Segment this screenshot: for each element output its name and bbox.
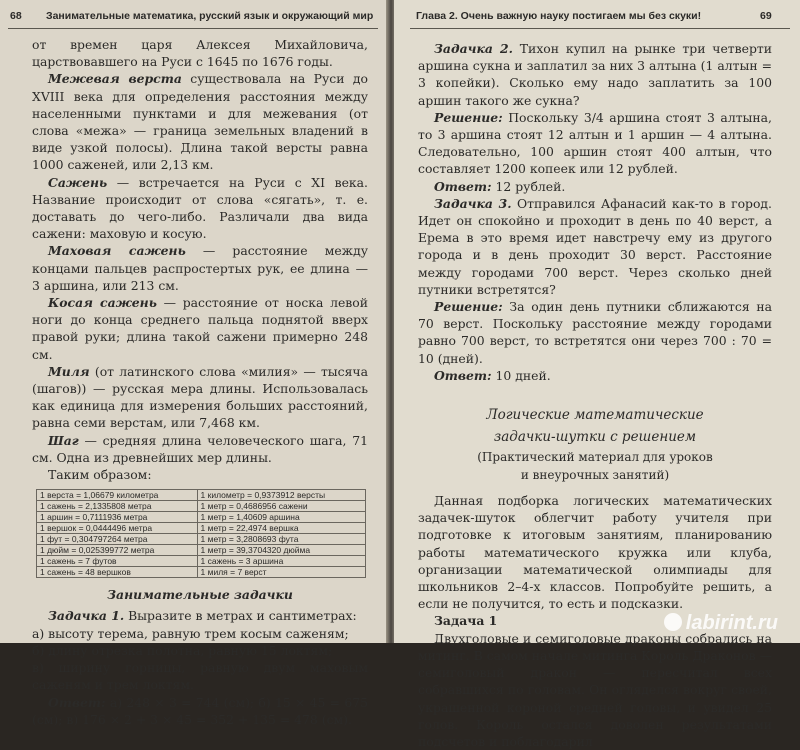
solution-label: Решение: (434, 109, 503, 125)
intro-paragraph: Данная подборка логических математических задачек-шуток облегчит работу учителя при подготовке к итоговым занятиям, планированию работы математического кружка или клуба, организации математической олимпиады для школьников 2–4-х классов. Попробуйте решить, а если не получится, то есть и подсказки. (418, 493, 772, 612)
section-subtitle-line-2: и внеурочных занятий) (520, 468, 670, 483)
task-1-item-c: в) ширину горницы, равную двум маховым саженям и трем локтям. (32, 660, 368, 693)
header-rule-left (8, 28, 378, 29)
section-title (418, 404, 772, 448)
task-label: Задачка 3. (434, 195, 512, 211)
right-page (394, 0, 800, 749)
table-cell: 1 вершок = 0,0444496 метра (37, 523, 198, 534)
section-heading: Занимательные задачки (107, 587, 293, 603)
definition-text: — расстояние от носка левой ноги до конца среднего пальца поднятой вверх правой руки; длина такой сажени примерно 248 см. (32, 295, 368, 362)
answer-label: Ответ: (434, 367, 492, 383)
right-page-body (418, 40, 772, 750)
table-row (37, 512, 366, 523)
task-1-item-b: б) длину отрезка полотна, равную 15 локтям; (32, 642, 333, 658)
table-cell: 1 сажень = 7 футов (37, 556, 198, 567)
answer-label: Ответ: (48, 694, 106, 710)
task-2 (418, 40, 772, 109)
paragraph-kosaya-sazhen (32, 294, 368, 363)
solution-text: Поскольку 3/4 аршина стоят 3 алтына, то 3 аршина стоят 12 алтын и 1 аршин — 4 алтына. Следовательно, 100 аршин стоят 400 алтын, что составляет 1200 копеек или 12 рублей. (418, 109, 772, 177)
task-2-answer (418, 178, 772, 195)
task-text: Выразите в метрах и сантиметрах: (124, 608, 357, 624)
table-row (37, 556, 366, 567)
watermark-logo-icon (664, 613, 682, 631)
table-row (37, 545, 366, 556)
paragraph-sazhen (32, 174, 368, 243)
task-text: Отправился Афанасий как-то в город. Идет он спокойно и проходит в день по 40 верст, а Ерема в это время идет навстречу ему из другого города и в день проходит 30 верст. Расстояние между городами 700 верст. Через сколько дней путники встретятся? (418, 195, 772, 297)
definition-text: существовала на Руси до XVIII века для определения расстояния между населенными пунктами и для межевания (от слова «межа» — граница земельных владений в виде узкой полосы). Длина такой версты равна 1000 саженей, или 2,13 км. (32, 71, 369, 173)
task-heading: Задача 1 (434, 613, 498, 629)
term: Сажень (48, 174, 108, 190)
answer-text: 10 дней. (491, 367, 551, 383)
table-cell: 1 фут = 0,304797264 метра (37, 534, 198, 545)
solution-label: Решение: (434, 299, 503, 315)
table-cell: 1 сажень = 2,1335808 метра (37, 501, 198, 512)
left-page (0, 0, 388, 727)
table-cell: 1 аршин = 0,7111936 метра (37, 512, 198, 523)
running-head-right: Глава 2. Очень важную науку постигаем мы без скуки! (416, 10, 702, 22)
definition-text: — средняя длина человеческого шага, 71 см. Одна из древнейших мер длины. (32, 432, 368, 465)
answer-text: 12 рублей. (491, 178, 566, 194)
paragraph-mezhevaya-versta (32, 70, 368, 173)
task-3-solution (418, 298, 772, 367)
table-cell: 1 миля = 7 верст (197, 567, 365, 578)
running-head-left: Занимательные математика, русский язык и окружающий мир (46, 10, 374, 22)
table-row (37, 567, 366, 578)
page-number-left: 68 (10, 10, 22, 22)
table-cell: 1 верста = 1,06679 километра (37, 490, 198, 501)
table-cell: 1 километр = 0,9373912 версты (197, 490, 365, 501)
task-1-item-a: а) высоту терема, равную трем косым саженям; (32, 625, 349, 641)
table-row (37, 490, 366, 501)
paragraph-shag (32, 432, 368, 466)
watermark (664, 612, 778, 635)
table-cell: 1 сажень = 48 вершков (37, 567, 198, 578)
unit-conversion-table (36, 489, 366, 578)
section-title-line-1: Логические математические (486, 407, 704, 424)
answer-text: а) 248 × 3 = 744 (см); б) 15 × 45 = 675 (см); в) 176 × 2 + 3 × 45 = 352 + 135 = 478 (см). (32, 694, 368, 727)
term: Маховая сажень (48, 243, 186, 259)
table-row (37, 501, 366, 512)
definition-text: — расстояние между концами пальцев распростертых рук, ее длина — 3 аршина, или 213 см. (32, 243, 368, 293)
table-cell: 1 дюйм = 0,025399772 метра (37, 545, 198, 556)
table-row (37, 534, 366, 545)
task-label: Задачка 1. (48, 608, 125, 624)
table-cell: 1 метр = 39,3704320 дюйма (197, 545, 365, 556)
paragraph-milya (32, 363, 368, 432)
section-subtitle-line-1: (Практический материал для уроков (477, 450, 713, 465)
term: Межевая верста (48, 71, 182, 87)
table-intro: Таким образом: (48, 467, 152, 483)
task-1-answer (32, 694, 368, 728)
header-rule-right (410, 28, 790, 29)
section-title-line-2: задачки-шутки с решением (493, 429, 697, 446)
task-2-solution (418, 109, 772, 178)
table-row (37, 523, 366, 534)
task-3 (418, 195, 772, 298)
left-page-body (32, 36, 368, 728)
task-3-answer (418, 367, 772, 384)
task-paragraph: Двухголовые и семиголовые драконы собрались на митинг. В самом начале митинга Король Драконов — семиголовый дракон — пересчитал всех собравшихся по головам. Он огляделся вокруг своей, украшенной короной средней головы, и увидел 25 голов. Король остался доволен результатами подсчетов и поблагодарил (418, 630, 772, 749)
task-1 (32, 607, 368, 624)
section-subtitle (418, 448, 772, 484)
definition-text: (от латинского слова «милия» — тысяча (шагов)) — русская мера длины. Использовалась как единица для измерения больших расстояний, равна семи верстам, или 7,468 км. (32, 363, 368, 431)
task-text: Тихон купил на рынке три четверти аршина сукна и заплатил за них 3 алтына (1 алтын = 3 копейки). Сколько ему надо заплатить за 100 аршин такого же сукна? (418, 41, 772, 108)
definition-text: — встречается на Руси с XI века. Название происходит от слова «сягать», т. е. доставать до чего-либо. Различали два вида сажени: маховую и косую. (32, 174, 368, 242)
watermark-text: labirint.ru (685, 612, 778, 634)
table-cell: 1 метр = 3,2808693 фута (197, 534, 365, 545)
term: Миля (48, 363, 90, 379)
paragraph-makhovaya-sazhen (32, 242, 368, 294)
table-cell: 1 сажень = 3 аршина (197, 556, 365, 567)
term: Косая сажень (48, 295, 157, 311)
solution-text: За один день путники сближаются на 70 верст. Поскольку расстояние между городами равно 700 верст, то встретятся они через 700 : 70 = 10 (дней). (418, 299, 772, 366)
term: Шаг (48, 432, 79, 448)
table-cell: 1 метр = 0,4686956 сажени (197, 501, 365, 512)
answer-label: Ответ: (434, 178, 492, 194)
paragraph: от времен царя Алексея Михайловича, царствовавшего на Руси с 1645 по 1676 годы. (32, 37, 368, 70)
table-cell: 1 метр = 1,40609 аршина (197, 512, 365, 523)
task-label: Задачка 2. (434, 41, 513, 56)
table-cell: 1 метр = 22,4974 вершка (197, 523, 365, 534)
page-number-right: 69 (760, 10, 772, 22)
